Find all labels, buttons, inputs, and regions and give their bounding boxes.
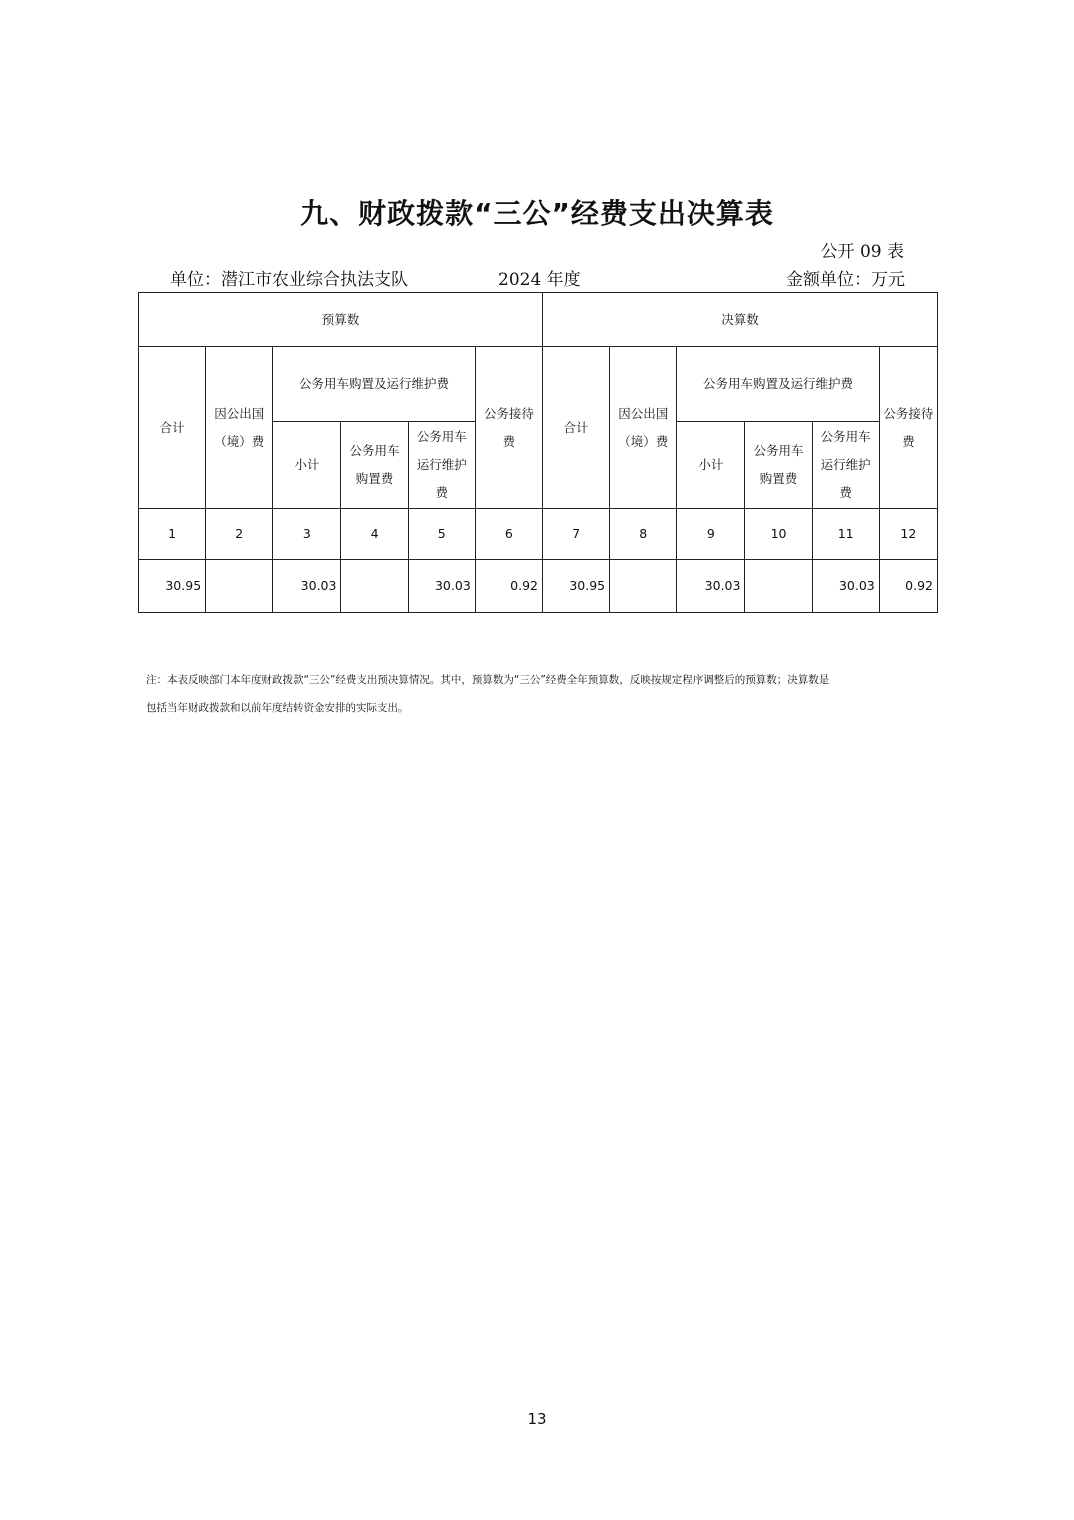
col-number-cell: 12 bbox=[879, 509, 937, 560]
unit-label: 单位：潜江市农业综合执法支队 bbox=[170, 270, 408, 290]
budget-vehicle-operation-header: 公务用车运行维护费 bbox=[408, 422, 475, 509]
value-cell bbox=[745, 560, 812, 613]
col-number-cell: 7 bbox=[542, 509, 609, 560]
page-title: 九、财政拨款“三公”经费支出决算表 bbox=[300, 197, 774, 230]
budget-vehicle-purchase-header: 公务用车购置费 bbox=[341, 422, 408, 509]
col-number-cell: 5 bbox=[408, 509, 475, 560]
final-vehicle-header: 公务用车购置及运行维护费 bbox=[677, 347, 879, 422]
final-abroad-header: 因公出国（境）费 bbox=[610, 347, 677, 509]
col-number-cell: 2 bbox=[206, 509, 273, 560]
page-number: 13 bbox=[527, 1410, 547, 1428]
budget-header: 预算数 bbox=[139, 293, 543, 347]
col-number-cell: 4 bbox=[341, 509, 408, 560]
budget-abroad-header: 因公出国（境）费 bbox=[206, 347, 273, 509]
value-cell: 30.03 bbox=[273, 560, 341, 613]
footnote-line-1: 注：本表反映部门本年度财政拨款“三公”经费支出预决算情况。其中，预算数为“三公”经费全年预算数，反映按规定程序调整后的预算数；决算数是 bbox=[146, 674, 830, 686]
year-label: 2024 年度 bbox=[498, 270, 581, 290]
value-cell: 30.03 bbox=[812, 560, 879, 613]
value-cell: 30.03 bbox=[408, 560, 475, 613]
value-cell: 30.95 bbox=[542, 560, 609, 613]
form-number: 公开 09 表 bbox=[820, 242, 904, 262]
value-cell: 30.95 bbox=[139, 560, 206, 613]
final-header: 决算数 bbox=[542, 293, 937, 347]
col-number-cell: 9 bbox=[677, 509, 745, 560]
col-number-cell: 6 bbox=[475, 509, 542, 560]
budget-vehicle-header: 公务用车购置及运行维护费 bbox=[273, 347, 475, 422]
header-row-1 bbox=[139, 293, 938, 347]
value-cell: 0.92 bbox=[475, 560, 542, 613]
footnote bbox=[146, 666, 936, 722]
final-vehicle-purchase-header: 公务用车购置费 bbox=[745, 422, 812, 509]
amount-unit-label: 金额单位：万元 bbox=[786, 270, 905, 290]
final-total-header: 合计 bbox=[542, 347, 609, 509]
col-number-cell: 8 bbox=[610, 509, 677, 560]
footnote-line-2: 包括当年财政拨款和以前年度结转资金安排的实际支出。 bbox=[146, 702, 409, 714]
value-cell: 30.03 bbox=[677, 560, 745, 613]
budget-total-header: 合计 bbox=[139, 347, 206, 509]
value-row bbox=[139, 560, 938, 613]
final-subtotal-header: 小计 bbox=[677, 422, 745, 509]
value-cell: 0.92 bbox=[879, 560, 937, 613]
header-row-2 bbox=[139, 347, 938, 422]
three-public-expenses-table bbox=[138, 292, 938, 613]
value-cell bbox=[206, 560, 273, 613]
final-reception-header: 公务接待费 bbox=[879, 347, 937, 509]
meta-row bbox=[170, 265, 905, 289]
final-vehicle-operation-header: 公务用车运行维护费 bbox=[812, 422, 879, 509]
value-cell bbox=[610, 560, 677, 613]
col-number-cell: 11 bbox=[812, 509, 879, 560]
value-cell bbox=[341, 560, 408, 613]
budget-reception-header: 公务接待费 bbox=[475, 347, 542, 509]
col-number-cell: 3 bbox=[273, 509, 341, 560]
col-number-cell: 10 bbox=[745, 509, 812, 560]
column-number-row bbox=[139, 509, 938, 560]
budget-subtotal-header: 小计 bbox=[273, 422, 341, 509]
col-number-cell: 1 bbox=[139, 509, 206, 560]
